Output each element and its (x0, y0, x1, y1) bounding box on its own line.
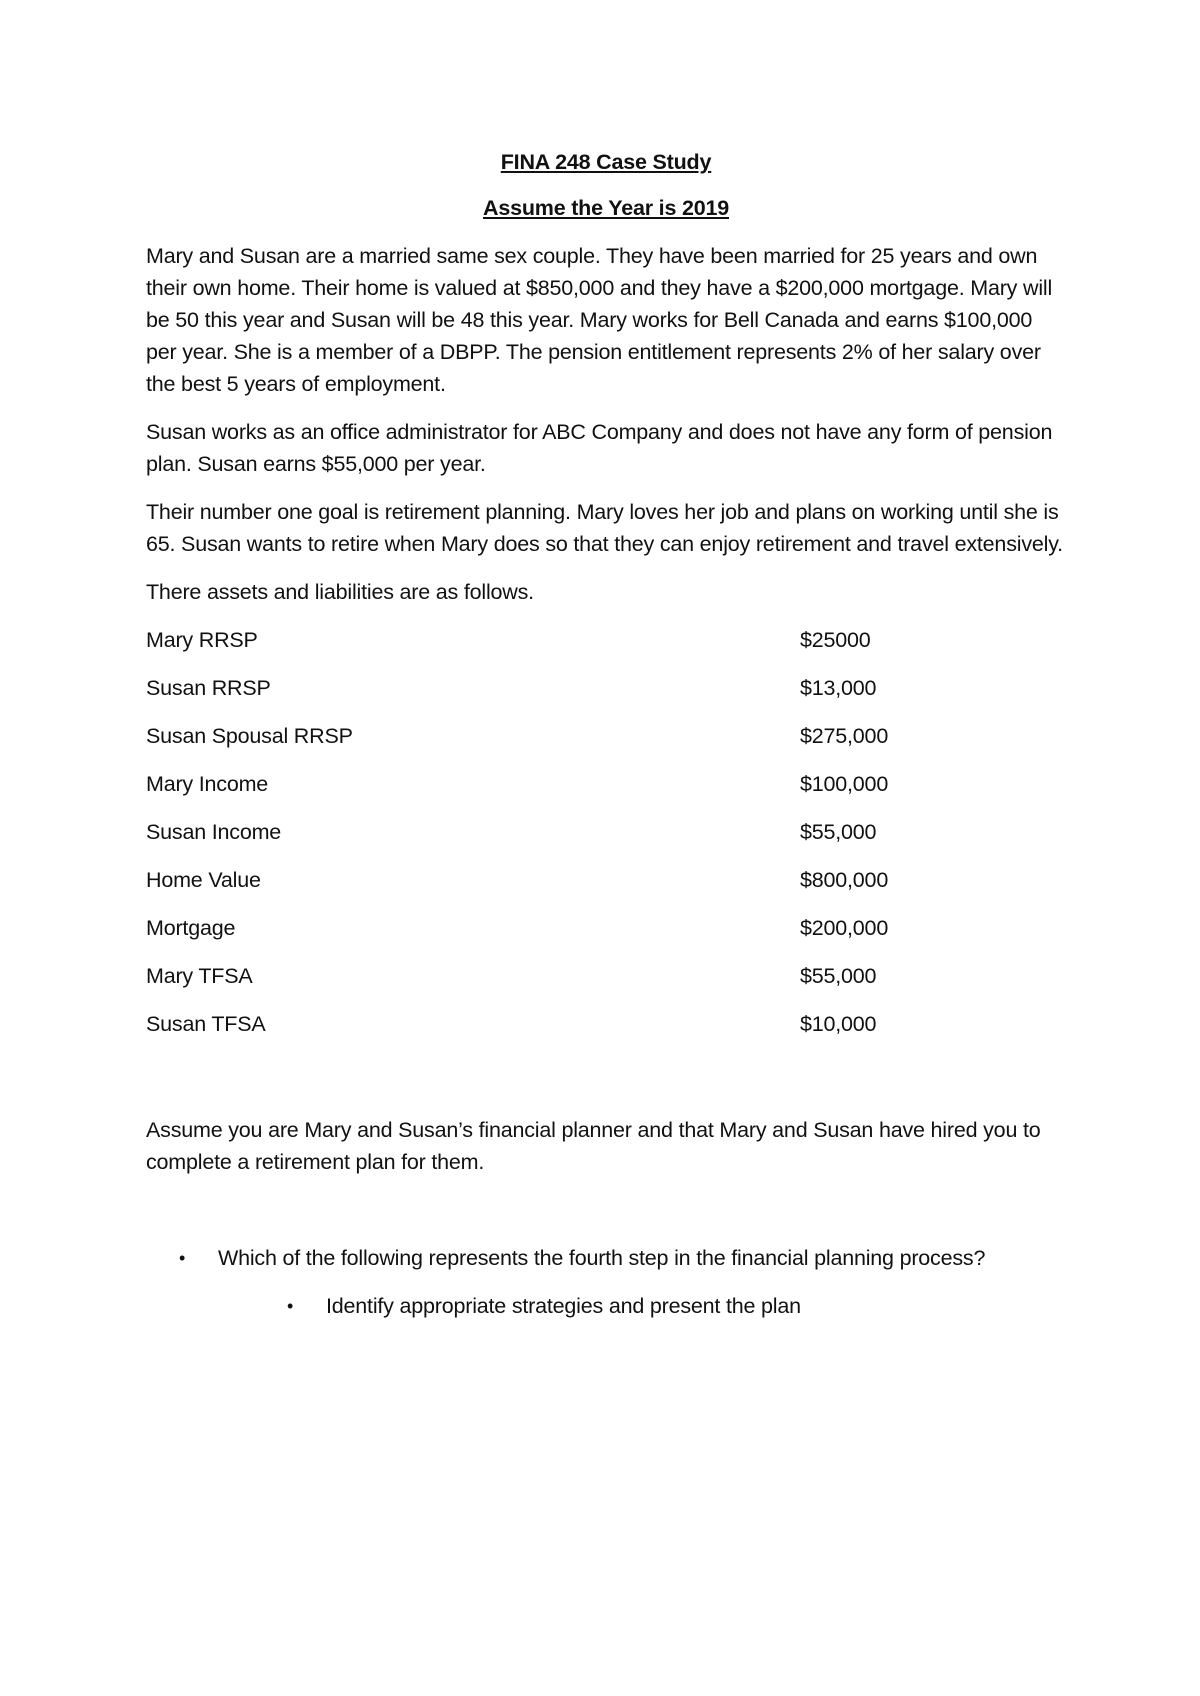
list-item-answer (146, 1290, 1066, 1322)
asset-label: Mary Income (146, 772, 269, 796)
table-row (146, 816, 1066, 864)
paragraph-closing: Assume you are Mary and Susan’s financial planner and that Mary and Susan have hired you to complete a retirement plan for them. (146, 1118, 1041, 1174)
bullet-icon: • (178, 1248, 186, 1268)
asset-value: $55,000 (800, 964, 877, 988)
table-row (146, 672, 1066, 720)
asset-value: $275,000 (800, 724, 889, 748)
asset-label: Susan Spousal RRSP (146, 724, 353, 748)
asset-value: $100,000 (800, 772, 889, 796)
asset-label: Mary TFSA (146, 964, 253, 988)
bullet-icon: • (286, 1296, 294, 1316)
asset-value: $13,000 (800, 676, 877, 700)
asset-label: Susan TFSA (146, 1012, 266, 1036)
table-row (146, 768, 1066, 816)
table-row (146, 624, 1066, 672)
paragraph-assets-intro: There assets and liabilities are as follows. (146, 580, 534, 604)
question-list (146, 1242, 1066, 1322)
asset-label: Home Value (146, 868, 261, 892)
asset-value: $10,000 (800, 1012, 877, 1036)
assets-table (146, 624, 1066, 1056)
paragraph-goals: Their number one goal is retirement planning. Mary loves her job and plans on working until she is 65. Susan wants to retire when Mary does so that they can enjoy retirement and travel extensively. (146, 500, 1063, 556)
table-row (146, 1008, 1066, 1056)
asset-value: $800,000 (800, 868, 889, 892)
document-subtitle: Assume the Year is 2019 (483, 196, 729, 220)
paragraph-background: Mary and Susan are a married same sex couple. They have been married for 25 years and own their own home. Their home is valued at $850,000 and they have a $200,000 mortgage. Mary will be 50 this year and Susan will be 48 this year. Mary works for Bell Canada and earns $100,000 per year. She is a member of a DBPP. The pension entitlement represents 2% of her salary over the best 5 years of employment. (146, 244, 1053, 396)
document-title: FINA 248 Case Study (500, 150, 712, 174)
answer-text: Identify appropriate strategies and present the plan (326, 1294, 801, 1318)
paragraph-susan: Susan works as an office administrator for ABC Company and does not have any form of pension plan. Susan earns $55,000 per year. (146, 420, 1053, 476)
asset-value: $55,000 (800, 820, 877, 844)
question-text: Which of the following represents the fourth step in the financial planning process? (218, 1246, 986, 1270)
asset-label: Susan Income (146, 820, 282, 844)
table-row (146, 960, 1066, 1008)
asset-value: $25000 (800, 628, 871, 652)
asset-value: $200,000 (800, 916, 889, 940)
table-row (146, 864, 1066, 912)
list-item-question (146, 1242, 1066, 1274)
asset-label: Mortgage (146, 916, 236, 940)
document-body (146, 146, 1066, 1338)
table-row (146, 912, 1066, 960)
table-row (146, 720, 1066, 768)
asset-label: Mary RRSP (146, 628, 258, 652)
asset-label: Susan RRSP (146, 676, 271, 700)
